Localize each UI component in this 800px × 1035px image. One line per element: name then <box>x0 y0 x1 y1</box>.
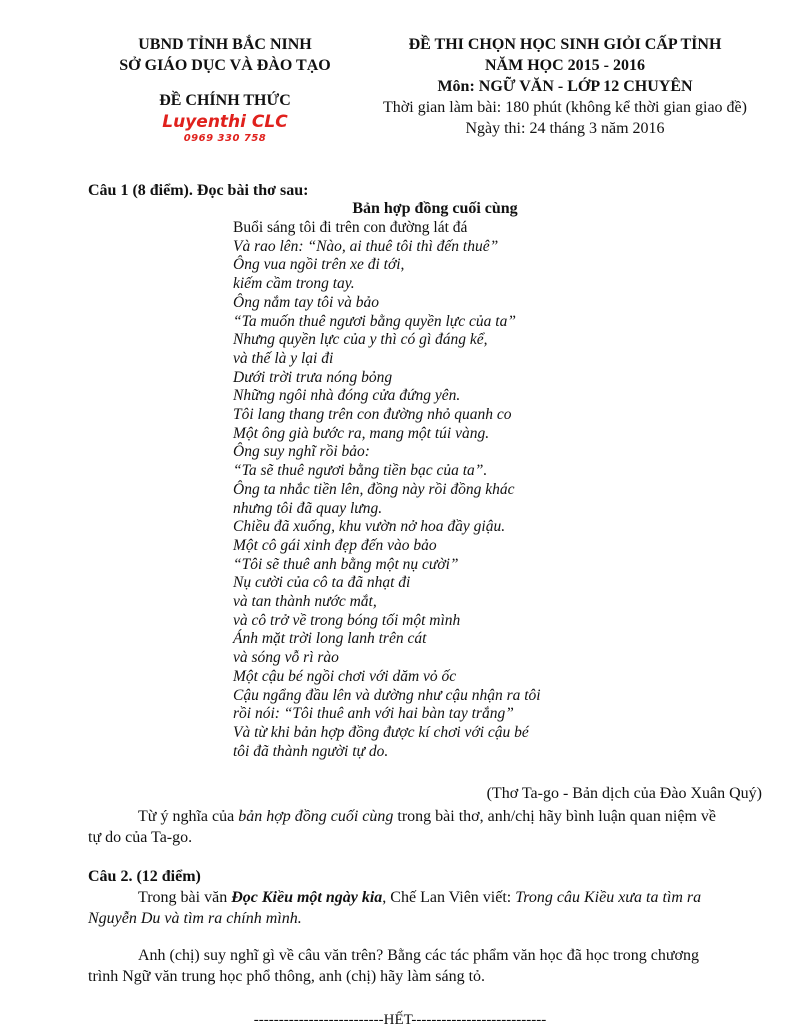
quote: Trong câu Kiều xưa ta tìm ra Nguyễn Du và tìm ra chính mình. <box>88 889 702 927</box>
stamp-phone: 0969 330 758 <box>183 133 267 144</box>
poem-line: Tôi lang thang trên con đường nhỏ quanh co <box>233 406 512 424</box>
watermark-stamp <box>100 113 350 146</box>
question-2-task: Anh (chị) suy nghĩ gì về câu văn trên? Bằng các tác phẩm văn học đã học trong chương trình Ngữ văn trung học phổ thông, anh (chị) hãy làm sáng tỏ. <box>88 947 699 985</box>
q2-text: Trong bài văn <box>138 889 232 906</box>
question-1-heading: Câu 1 (8 điểm). Đọc bài thơ sau: <box>88 182 309 199</box>
stamp-name: Luyenthi CLC <box>162 112 288 132</box>
poem-line: Một ông già bước ra, mang một túi vàng. <box>233 424 490 442</box>
poem-line: kiếm cầm trong tay. <box>233 275 355 293</box>
poem-italic-lines <box>233 238 541 762</box>
poem-source: (Thơ Ta-go - Bản dịch của Đào Xuân Quý) <box>486 785 762 802</box>
poem-line: Nụ cười của cô ta đã nhạt đi <box>233 574 411 592</box>
poem <box>233 219 541 761</box>
poem-line: Nhưng quyền lực của y thì có gì đáng kể, <box>233 331 488 349</box>
essay-title: Đọc Kiều một ngày kia <box>231 889 383 906</box>
prompt-italic: bản hợp đồng cuối cùng <box>238 808 394 825</box>
header-right <box>355 34 775 139</box>
exam-title: ĐỀ THI CHỌN HỌC SINH GIỎI CẤP TỈNH <box>408 36 722 53</box>
question-2-heading: Câu 2. (12 điểm) <box>88 868 201 885</box>
poem-line: Ông suy nghĩ rồi bảo: <box>233 443 370 461</box>
prompt-text: Từ ý nghĩa của <box>138 808 239 825</box>
poem-line: “Tôi sẽ thuê anh bằng một nụ cười” <box>233 555 459 573</box>
poem-line: Dưới trời trưa nóng bỏng <box>233 368 393 386</box>
poem-line: Ông nắm tay tôi và bảo <box>233 293 379 311</box>
subject: Môn: NGỮ VĂN - LỚP 12 CHUYÊN <box>437 78 693 95</box>
poem-line: Buổi sáng tôi đi trên con đường lát đá <box>233 219 468 236</box>
poem-line: “Ta muốn thuê ngươi bằng quyền lực của ta” <box>233 312 516 330</box>
exam-date: Ngày thi: 24 tháng 3 năm 2016 <box>465 120 665 137</box>
poem-line: Ông vua ngồi trên xe đi tới, <box>233 256 405 274</box>
question-1-prompt <box>88 806 728 848</box>
question-2-quote <box>88 887 728 929</box>
prompt-text: trong bài thơ, anh/chị hãy bình luận quan niệm về tự do của Ta-go. <box>88 808 716 846</box>
poem-title: Bản hợp đồng cuối cùng <box>352 200 518 217</box>
poem-line: tôi đã thành người tự do. <box>233 742 389 760</box>
poem-line: Một cô gái xinh đẹp đến vào bảo <box>233 536 437 554</box>
poem-line: và sóng vỗ rì rào <box>233 649 339 667</box>
poem-line: Một cậu bé ngồi chơi với dăm vỏ ốc <box>233 667 457 685</box>
department-name: UBND TỈNH BẮC NINH <box>138 36 312 53</box>
poem-line: Và rao lên: “Nào, ai thuê tôi thì đến thuê” <box>233 237 499 255</box>
school-year: NĂM HỌC 2015 - 2016 <box>485 57 645 74</box>
poem-line: nhưng tôi đã quay lưng. <box>233 499 383 517</box>
agency-name: SỞ GIÁO DỤC VÀ ĐÀO TẠO <box>119 57 331 74</box>
poem-line: Ông ta nhắc tiền lên, đồng này rồi đồng khác <box>233 480 515 498</box>
poem-line: và thế là y lại đi <box>233 349 334 367</box>
poem-line: Những ngôi nhà đóng cửa đứng yên. <box>233 387 461 405</box>
poem-line: Chiều đã xuống, khu vườn nở hoa đầy giậu. <box>233 518 506 536</box>
poem-line: Cậu ngẩng đầu lên và dường như cậu nhận ra tôi <box>233 686 541 704</box>
poem-line: Ánh mặt trời long lanh trên cát <box>233 630 427 648</box>
poem-line: và cô trở về trong bóng tối một mình <box>233 611 461 629</box>
poem-line: rồi nói: “Tôi thuê anh với hai bàn tay trắng” <box>233 705 514 723</box>
poem-line: “Ta sẽ thuê ngươi bằng tiền bạc của ta”. <box>233 462 488 480</box>
q2-text: , Chế Lan Viên viết: <box>382 889 516 906</box>
official-label: ĐỀ CHÍNH THỨC <box>159 92 291 109</box>
header-left <box>100 34 350 146</box>
time-allowed: Thời gian làm bài: 180 phút (không kể thời gian giao đề) <box>383 99 747 116</box>
poem-line: và tan thành nước mắt, <box>233 593 377 611</box>
poem-line: Và từ khi bản hợp đồng được kí chơi với cậu bé <box>233 723 529 741</box>
end-marker: --------------------------HẾT--------------------------- <box>253 1012 547 1028</box>
